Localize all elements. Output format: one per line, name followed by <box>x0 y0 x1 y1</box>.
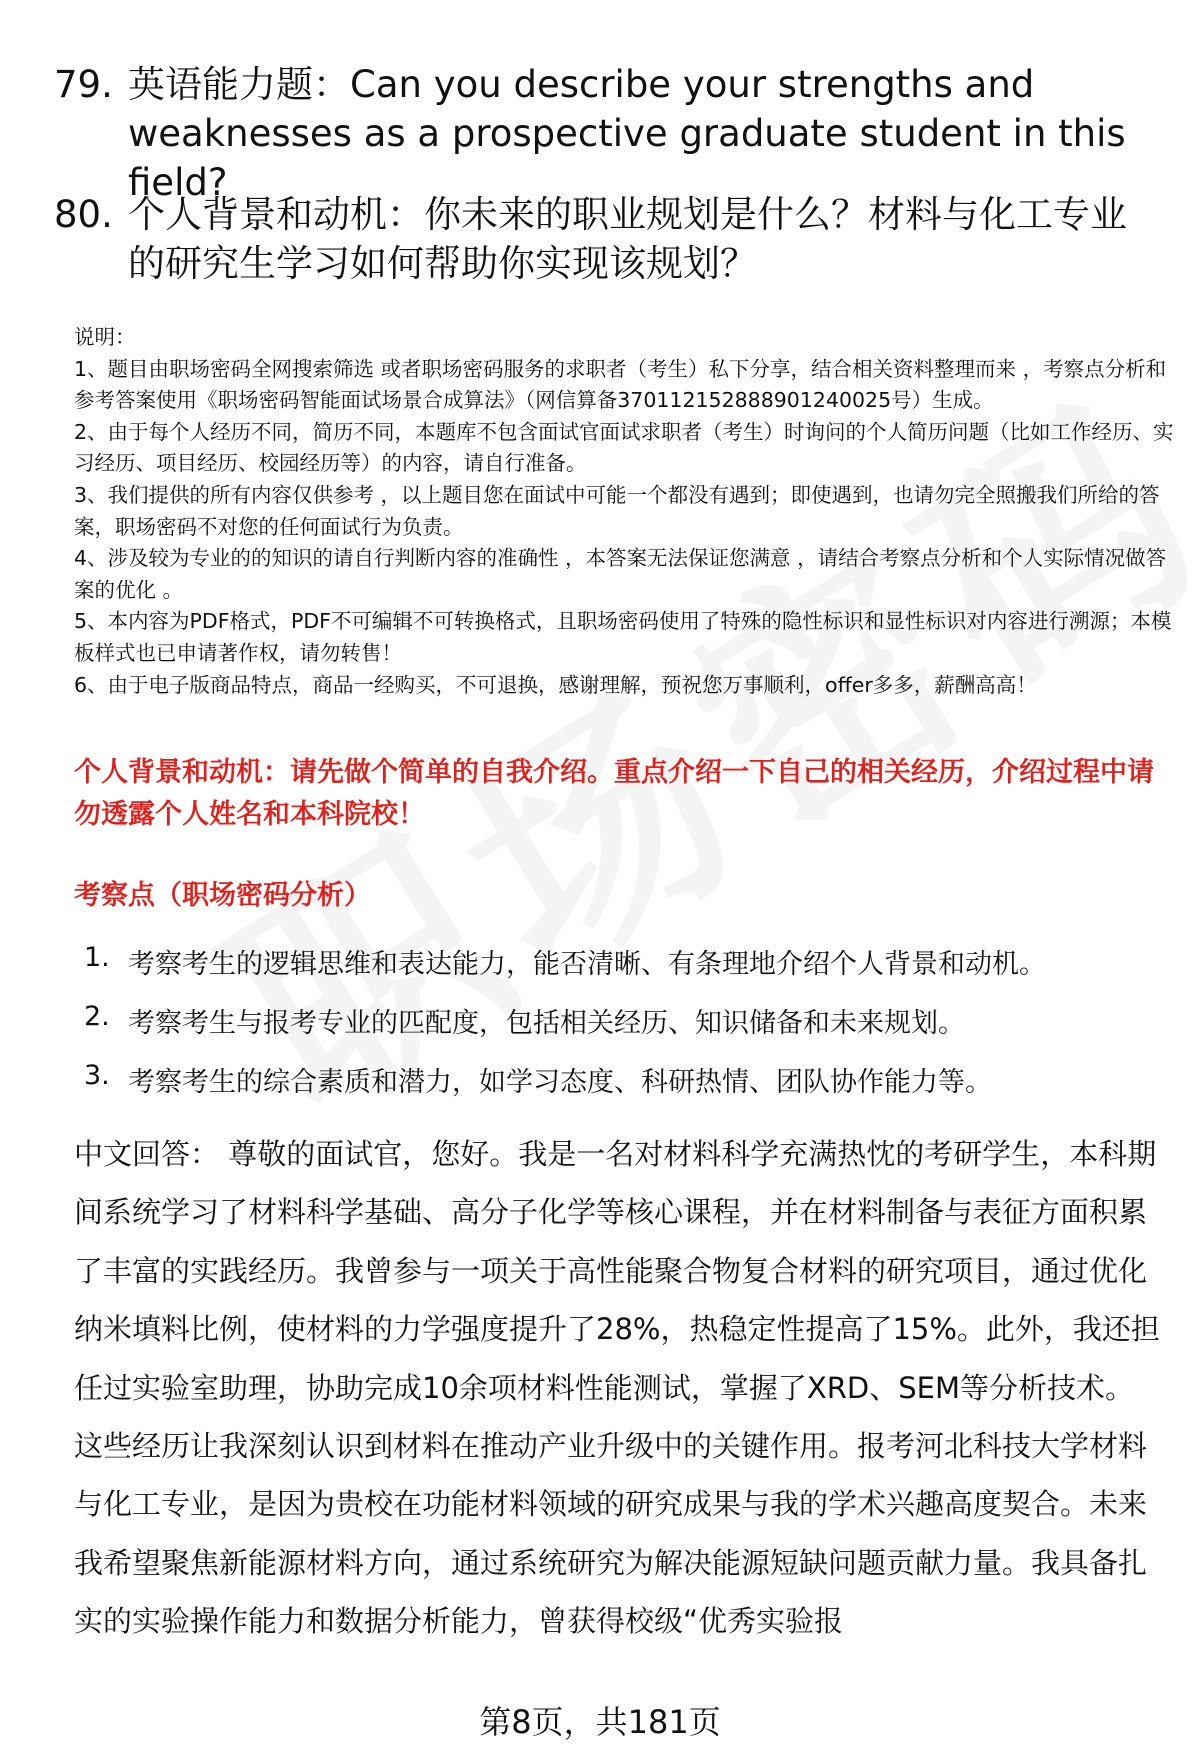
current-question: 个人背景和动机：请先做个简单的自我介绍。重点介绍一下自己的相关经历，介绍过程中请勿透露个人姓名和本科院校！ <box>74 757 1154 830</box>
note-item: 3、我们提供的所有内容仅供参考 ，以上题目您在面试中可能一个都没有遇到；即使遇到，也请勿完全照搬我们所给的答案，职场密码不对您的任何面试行为负责。 <box>74 482 1160 539</box>
note-item: 2、由于每个人经历不同，简历不同，本题库不包含面试官面试求职者（考生）时询问的个人简历问题（比如工作经历、实习经历、项目经历、校园经历等）的内容，请自行准备。 <box>74 419 1174 476</box>
note-item: 6、由于电子版商品特点，商品一经购买，不可退换，感谢理解，预祝您万事顺利，offer多多，薪酬高高！ <box>74 672 1037 697</box>
point-number: 3. <box>84 1060 110 1091</box>
question-80 <box>54 190 1154 288</box>
point-number: 1. <box>84 942 110 973</box>
analysis-point <box>84 1001 1174 1060</box>
answer-text: 中文回答： 尊敬的面试官，您好。我是一名对材料科学充满热忱的考研学生，本科期间系统学习了材料科学基础、高分子化学等核心课程，并在材料制备与表征方面积累了丰富的实践经历。我曾参与一项关于高性能聚合物复合材料的研究项目，通过优化纳米填料比例，使材料的力学强度提升了28%，热稳定性提高了15%。此外，我还担任过实验室助理，协助完成10余项材料性能测试，掌握了XRD、SEM等分析技术。这些经历让我深刻认识到材料在推动产业升级中的关键作用。报考河北科技大学材料与化工专业，是因为贵校在功能材料领域的研究成果与我的学术兴趣高度契合。未来我希望聚焦新能源材料方向，通过系统研究为解决能源短缺问题贡献力量。我具备扎实的实验操作能力和数据分析能力，曾获得校级“优秀实验报 <box>74 1137 1160 1639</box>
question-number: 79. <box>54 63 113 106</box>
notes-section <box>74 322 1174 701</box>
question-text: 个人背景和动机：你未来的职业规划是什么？材料与化工专业的研究生学习如何帮助你实现该规划？ <box>128 193 1127 285</box>
point-text: 考察考生与报考专业的匹配度，包括相关经历、知识储备和未来规划。 <box>128 1008 965 1039</box>
point-number: 2. <box>84 1001 110 1032</box>
note-item: 1、题目由职场密码全网搜索筛选 或者职场密码服务的求职者（考生）私下分享，结合相关资料整理而来 ，考察点分析和参考答案使用《职场密码智能面试场景合成算法》（网信算备3701121528889012400​25号）生成。 <box>74 356 1167 413</box>
point-text: 考察考生的逻辑思维和表达能力，能否清晰、有条理地介绍个人背景和动机。 <box>128 949 1046 980</box>
page-number: 第8页，共181页 <box>479 1703 721 1741</box>
note-item: 4、涉及较为专业的的知识的请自行判断内容的准确性 ，本答案无法保证您满意 ，请结合考察点分析和个人实际情况做答案的优化 。 <box>74 546 1167 602</box>
note-item: 5、本内容为PDF格式，PDF不可编辑不可转换格式，且职场密码使用了特殊的隐性标识和显性标识对内容进行溯源；本模板样式也已申请著作权，请勿转售！ <box>74 609 1172 665</box>
question-79 <box>54 60 1154 207</box>
analysis-points <box>84 942 1174 1119</box>
notes-heading: 说明： <box>74 325 136 349</box>
point-text: 考察考生的综合素质和潜力，如学习态度、科研热情、团队协作能力等。 <box>128 1067 992 1098</box>
analysis-point <box>84 942 1174 1001</box>
analysis-point <box>84 1060 1174 1119</box>
question-text: 英语能力题：Can you describe your strengths and weaknesses as a prospective graduate student in this field? <box>128 63 1126 204</box>
analysis-heading: 考察点（职场密码分析） <box>74 880 371 911</box>
question-number: 80. <box>54 193 113 236</box>
